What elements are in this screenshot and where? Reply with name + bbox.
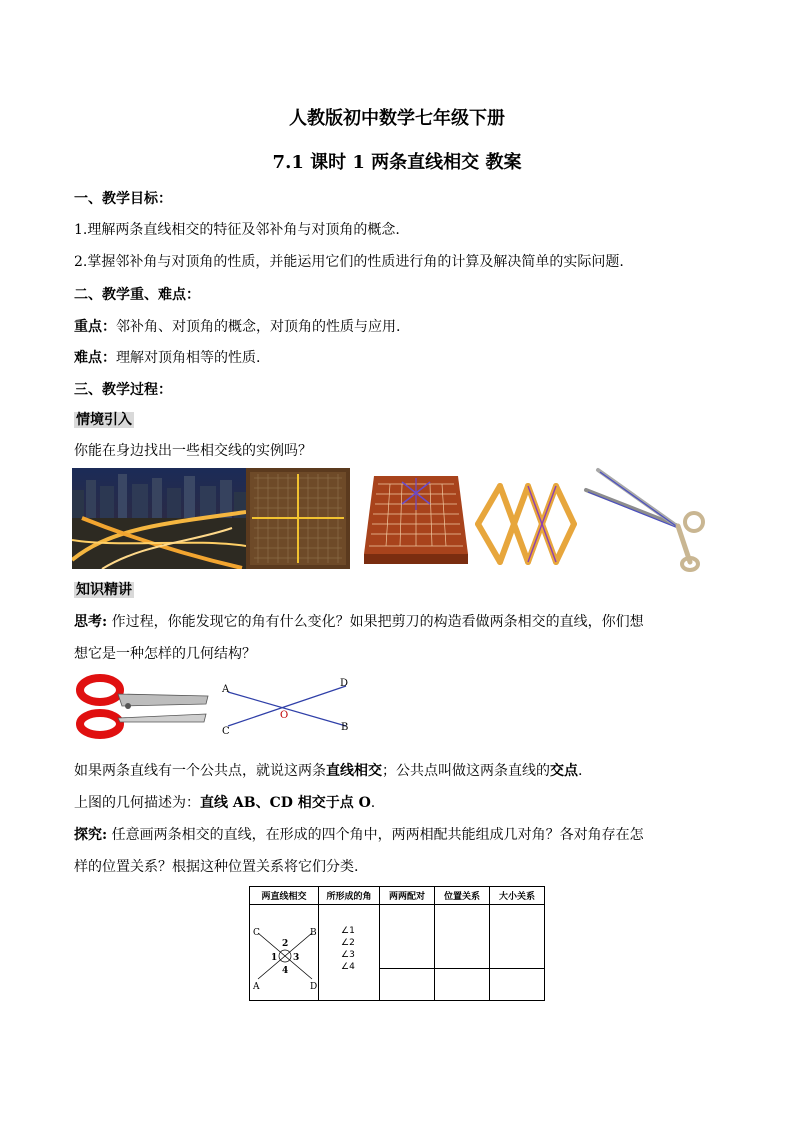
process-heading: 三、教学过程： — [74, 382, 172, 398]
hard-text: 理解对顶角相等的性质. — [116, 350, 261, 366]
fig-label-a: A — [253, 982, 260, 992]
angle-3: ∠3 — [341, 950, 355, 960]
intro-question: 你能在身边找出一些相交线的实例吗？ — [74, 443, 312, 459]
think-line-2: 想它是一种怎样的几何结构？ — [74, 646, 256, 662]
point-a-label: A — [222, 684, 230, 695]
knowledge-tag: 知识精讲 — [76, 582, 132, 598]
cell-size-2 — [490, 969, 545, 1001]
think-line-1 — [74, 611, 644, 631]
def-text-e: . — [578, 763, 583, 779]
lesson-subtitle: 7.1 课时 1 两条直线相交 教案 — [272, 152, 522, 173]
think-text-1: 作过程，你能发现它的角有什么变化？如果把剪刀的构造看做两条相交的直线，你们想 — [107, 614, 644, 630]
key-text: 邻补角、对顶角的概念，对顶角的性质与应用. — [116, 319, 401, 335]
def-term-point: 交点 — [550, 763, 578, 779]
cell-angle-list — [319, 905, 380, 1001]
point-d-label: D — [340, 678, 349, 689]
header-angles: 所形成的角 — [319, 887, 380, 905]
point-o-label: O — [280, 710, 289, 721]
angle-2: ∠2 — [341, 938, 355, 948]
cell-position-1 — [435, 905, 490, 969]
header-size: 大小关系 — [490, 887, 545, 905]
angle-1: ∠1 — [341, 926, 355, 936]
geometry-description — [74, 792, 375, 812]
key-point — [74, 316, 400, 336]
intro-tag-row — [74, 409, 134, 429]
header-pairs: 两两配对 — [380, 887, 435, 905]
fig-label-d: D — [310, 982, 318, 992]
goals-heading: 一、教学目标： — [74, 191, 172, 207]
key-points-heading: 二、教学重、难点： — [74, 287, 200, 303]
cell-figure — [250, 905, 319, 1001]
header-intersect: 两直线相交 — [250, 887, 319, 905]
cell-size-1 — [490, 905, 545, 969]
cell-pairs-2 — [380, 969, 435, 1001]
explore-line-1 — [74, 824, 644, 844]
cell-pairs-1 — [380, 905, 435, 969]
knowledge-tag-row — [74, 579, 134, 599]
fig-label-c: C — [253, 928, 260, 938]
explore-label: 探究: — [74, 827, 108, 843]
angle-analysis-table — [249, 886, 545, 1001]
difficult-point — [74, 347, 260, 367]
scissors-photo — [582, 466, 710, 572]
goal-2: 2.掌握邻补角与对顶角的性质，并能运用它们的性质进行角的计算及解决简单的实际问题. — [74, 254, 624, 270]
fig-angle-1: 1 — [271, 953, 278, 963]
intersecting-lines-diagram — [218, 676, 358, 738]
fig-angle-4: 4 — [282, 966, 289, 976]
chess-board-photo — [360, 470, 472, 570]
desc-statement: 直线 AB、CD 相交于点 O — [200, 795, 371, 811]
goal-1: 1.理解两条直线相交的特征及邻补角与对顶角的概念. — [74, 222, 400, 238]
definition-line — [74, 760, 582, 780]
key-label: 重点： — [74, 319, 116, 335]
point-c-label: C — [222, 726, 230, 737]
cell-position-2 — [435, 969, 490, 1001]
go-board-photo — [246, 468, 350, 569]
lattice-gate-photo — [470, 478, 580, 572]
desc-text-a: 上图的几何描述为： — [74, 795, 200, 811]
angle-4: ∠4 — [341, 962, 355, 972]
numbered-angles-figure — [250, 905, 318, 997]
think-label: 思考: — [74, 614, 108, 630]
red-scissors-image — [72, 674, 212, 740]
fig-angle-2: 2 — [282, 939, 289, 949]
explore-line-2: 样的位置关系？根据这种位置关系将它们分类. — [74, 859, 359, 875]
hard-label: 难点： — [74, 350, 116, 366]
city-interchange-photo — [72, 468, 246, 569]
intro-tag: 情境引入 — [76, 412, 132, 428]
desc-text-c: . — [370, 795, 376, 811]
point-b-label: B — [341, 722, 349, 733]
fig-label-b: B — [310, 928, 317, 938]
def-text-c: ；公共点叫做这两条直线的 — [382, 763, 550, 779]
fig-angle-3: 3 — [293, 953, 300, 963]
def-term-intersect: 直线相交 — [326, 763, 382, 779]
document-title: 人教版初中数学七年级下册 — [289, 108, 505, 129]
def-text-a: 如果两条直线有一个公共点，就说这两条 — [74, 763, 326, 779]
explore-text-1: 任意画两条相交的直线，在形成的四个角中，两两相配共能组成几对角？各对角存在怎 — [107, 827, 644, 843]
header-position: 位置关系 — [435, 887, 490, 905]
